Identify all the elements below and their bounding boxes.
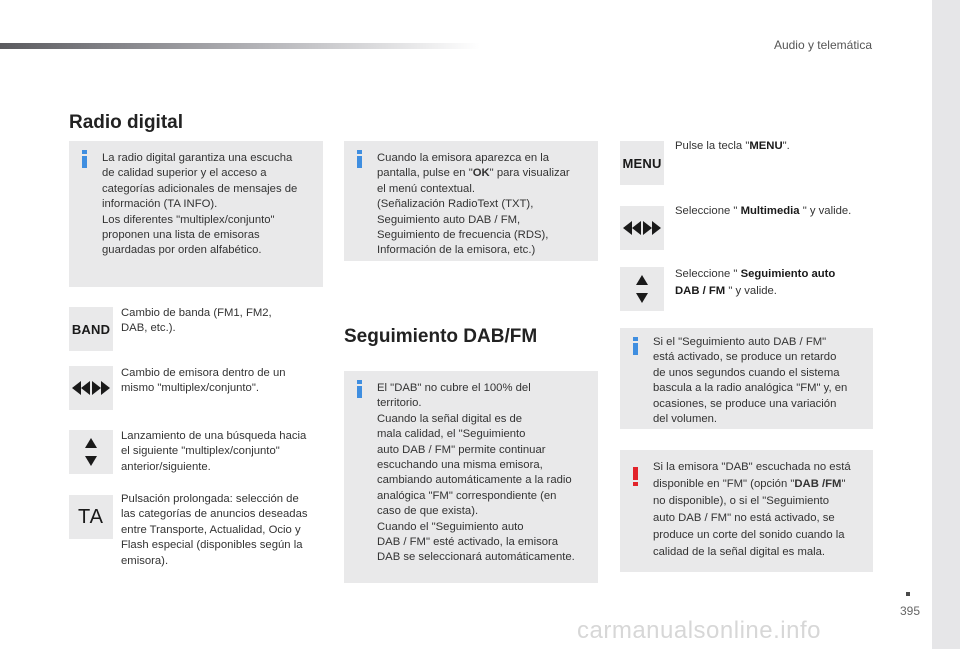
- info-box-delay: Si el "Seguimiento auto DAB / FM" está activado, se produce un retardo de unos segundos cuando el sistema bascula a la radio analógica "FM" y, en ocasiones, se produce una variación del volumen.: [620, 328, 873, 429]
- info-box-dab-coverage: El "DAB" no cubre el 100% del territorio. Cuando la señal digital es de mala calidad, el "Seguimiento auto DAB / FM" permite continuar escuchando una misma emisora, cambiando automáticamente a la radio analógica "FM" correspondiente (en caso de que exista). Cuando el "Seguimiento auto DAB / FM" esté activado, la emisora DAB se seleccionará automáticamente.: [344, 371, 598, 583]
- page-title: Radio digital: [69, 112, 183, 133]
- band-key-icon: BAND: [69, 307, 113, 351]
- warning-icon: [632, 467, 639, 485]
- info-icon: [632, 337, 639, 355]
- ta-description: Pulsación prolongada: selección de las categorías de anuncios deseadas entre Transporte, Actualidad, Ocio y Flash especial (disponibles según la emisora).: [121, 493, 308, 567]
- left-right-arrows-icon: [620, 206, 664, 250]
- info-icon: [81, 150, 88, 168]
- info-icon: [356, 150, 363, 168]
- warning-box-signal-loss: Si la emisora "DAB" escuchada no está disponible en "FM" (opción "DAB /FM" no disponible), o si el "Seguimiento auto DAB / FM" no está activado, se produce un corte del sonido cuando la calidad de la señal digital es mala.: [620, 450, 873, 572]
- section-heading-dab-fm: Seguimiento DAB/FM: [344, 326, 538, 347]
- info-box-ok-menu: Cuando la emisora aparezca en la pantalla, pulse en "OK" para visualizar el menú contextual. (Señalización RadioText (TXT), Seguimiento auto DAB / FM, Seguimiento de frecuencia (RDS), Información de la emisora, etc.): [344, 141, 598, 261]
- step-select-multimedia: Seleccione " Multimedia " y valide.: [675, 205, 852, 217]
- step-select-dab-fm: Seleccione " Seguimiento auto DAB / FM " y valide.: [675, 268, 836, 297]
- up-down-arrows-icon: [620, 267, 664, 311]
- menu-key-icon: MENU: [620, 141, 664, 185]
- page-marker: [906, 592, 910, 596]
- updown-description: Lanzamiento de una búsqueda hacia el siguiente "multiplex/conjunto" anterior/siguiente.: [121, 430, 307, 473]
- seek-description: Cambio de emisora dentro de un mismo "multiplex/conjunto".: [121, 367, 286, 395]
- info-box-digital-radio: La radio digital garantiza una escucha de calidad superior y el acceso a categorías adicionales de mensajes de información (TA INFO). Los diferentes "multiplex/conjunto" proponen una lista de emisoras guardadas por orden alfabético.: [69, 141, 323, 287]
- ta-key-icon: TA: [69, 495, 113, 539]
- step-press-menu: Pulse la tecla "MENU".: [675, 140, 790, 152]
- band-description: Cambio de banda (FM1, FM2, DAB, etc.).: [121, 307, 272, 335]
- side-strip: [932, 0, 960, 649]
- seek-arrows-icon: [69, 366, 113, 410]
- watermark: carmanualsonline.info: [577, 617, 821, 644]
- page-number: 395: [900, 604, 921, 618]
- up-down-arrows-icon: [69, 430, 113, 474]
- info-icon: [356, 380, 363, 398]
- section-title: Audio y telemática: [773, 38, 872, 52]
- header-gradient-bar: [0, 43, 480, 49]
